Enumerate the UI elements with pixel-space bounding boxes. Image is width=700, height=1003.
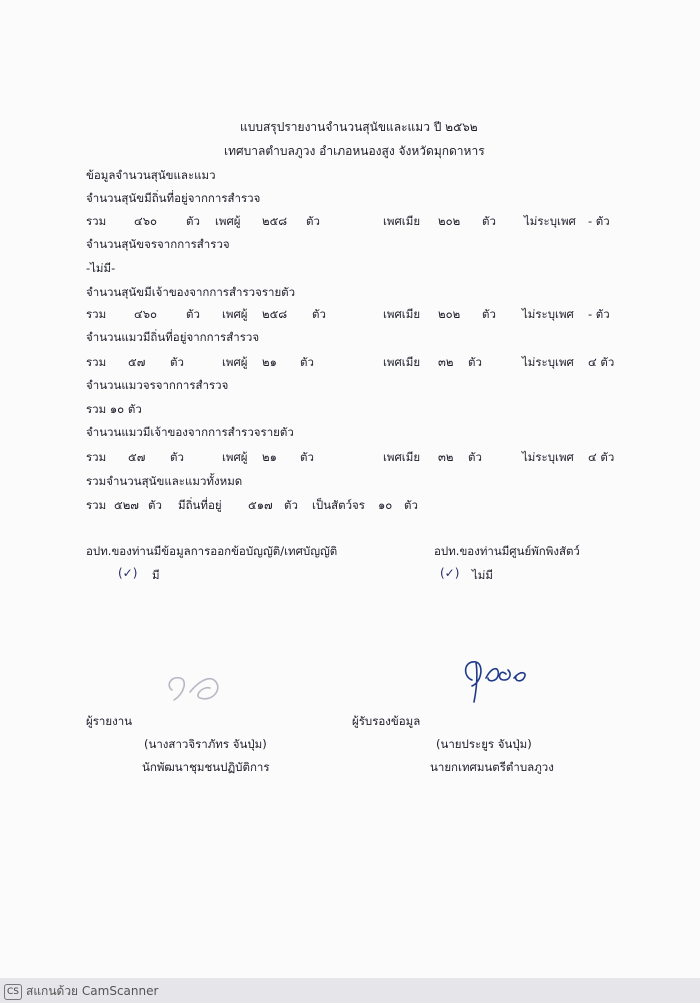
male-value: ๒๕๘ (262, 214, 288, 228)
female-label: เพศเมีย (383, 355, 421, 369)
ordinance-answer: มี (152, 568, 160, 582)
reporter-name: (นางสาวจิราภัทร จันปุ่ม) (144, 737, 267, 751)
certifier-position: นายกเทศมนตรีตำบลภูวง (430, 760, 554, 774)
total-label: รวม (86, 450, 107, 464)
unit-label: ตัว (482, 307, 496, 321)
male-label: เพศผู้ (215, 214, 241, 228)
unspecified-label: ไม่ระบุเพศ (522, 355, 574, 369)
unit-label: ตัว (482, 214, 496, 228)
unit-label: ตัว (468, 355, 482, 369)
total-value: ๔๖๐ (134, 307, 158, 321)
dog-resident-title: จำนวนสุนัขมีถิ่นที่อยู่จากการสำรวจ (86, 191, 261, 205)
unspecified-value: ๔ ตัว (588, 355, 615, 369)
stray-dog-value: -ไม่มี- (86, 261, 116, 275)
resident-label: มีถิ่นที่อยู่ (178, 498, 222, 512)
unit-label: ตัว (186, 307, 200, 321)
unspecified-label: ไม่ระบุเพศ (522, 450, 574, 464)
section-heading: ข้อมูลจำนวนสุนัขและแมว (86, 168, 216, 182)
female-label: เพศเมีย (383, 214, 421, 228)
male-label: เพศผู้ (222, 355, 248, 369)
certifier-label: ผู้รับรองข้อมูล (352, 714, 421, 728)
unspecified-value: - ตัว (588, 307, 610, 321)
total-label: รวม (86, 307, 107, 321)
reporter-signature (160, 668, 240, 710)
unit-label: ตัว (306, 214, 320, 228)
document-subtitle: เทศบาลตำบลภูวง อำเภอหนองสูง จังหวัดมุกดาหาร (224, 144, 485, 158)
unspecified-label: ไม่ระบุเพศ (522, 307, 574, 321)
unit-label: ตัว (468, 450, 482, 464)
total-label: รวม (86, 498, 107, 512)
unit-label: ตัว (170, 355, 184, 369)
stray-cat-value: รวม ๑๐ ตัว (86, 402, 142, 416)
unit-label: ตัว (148, 498, 162, 512)
stray-cat-title: จำนวนแมวจรจากการสำรวจ (86, 378, 229, 392)
unit-label: ตัว (300, 450, 314, 464)
summary-title: รวมจำนวนสุนัขและแมวทั้งหมด (86, 474, 243, 488)
unspecified-value: ๔ ตัว (588, 450, 615, 464)
male-value: ๒๑ (262, 355, 277, 369)
total-label: รวม (86, 214, 107, 228)
certifier-signature (454, 652, 544, 704)
male-label: เพศผู้ (222, 307, 248, 321)
unspecified-label: ไม่ระบุเพศ (524, 214, 576, 228)
male-value: ๒๕๘ (262, 307, 288, 321)
female-value: ๒๐๒ (438, 214, 461, 228)
total-label: รวม (86, 355, 107, 369)
unit-label: ตัว (404, 498, 418, 512)
resident-value: ๕๑๗ (248, 498, 273, 512)
male-value: ๒๑ (262, 450, 277, 464)
unspecified-value: - ตัว (588, 214, 610, 228)
shelter-checkbox: (✓) (440, 566, 460, 580)
certifier-name: (นายประยูร จันปุ่ม) (436, 737, 532, 751)
ordinance-checkbox: (✓) (118, 566, 138, 580)
female-label: เพศเมีย (383, 450, 421, 464)
total-value: ๕๒๗ (114, 498, 139, 512)
ordinance-question: อปท.ของท่านมีข้อมูลการออกข้อบัญญัติ/เทศบัญญัติ (86, 544, 338, 558)
reporter-position: นักพัฒนาชุมชนปฏิบัติการ (142, 760, 270, 774)
unit-label: ตัว (170, 450, 184, 464)
female-value: ๓๒ (438, 355, 454, 369)
shelter-answer: ไม่มี (472, 568, 493, 582)
unit-label: ตัว (312, 307, 326, 321)
stray-label: เป็นสัตว์จร (312, 498, 365, 512)
female-value: ๒๐๒ (438, 307, 461, 321)
total-value: ๔๖๐ (134, 214, 158, 228)
document-title: แบบสรุปรายงานจำนวนสุนัขและแมว ปี ๒๕๖๒ (240, 120, 478, 134)
stray-dog-title: จำนวนสุนัขจรจากการสำรวจ (86, 237, 230, 251)
female-label: เพศเมีย (383, 307, 421, 321)
stray-value: ๑๐ (378, 498, 393, 512)
unit-label: ตัว (186, 214, 200, 228)
scanner-footer-text: สแกนด้วย CamScanner (26, 984, 159, 998)
female-value: ๓๒ (438, 450, 454, 464)
total-value: ๕๗ (128, 355, 146, 369)
unit-label: ตัว (300, 355, 314, 369)
scanner-footer (0, 978, 700, 1003)
unit-label: ตัว (284, 498, 298, 512)
cat-resident-title: จำนวนแมวมีถิ่นที่อยู่จากการสำรวจ (86, 330, 260, 344)
dog-owned-title: จำนวนสุนัขมีเจ้าของจากการสำรวจรายตัว (86, 285, 296, 299)
cat-owned-title: จำนวนแมวมีเจ้าของจากการสำรวจรายตัว (86, 425, 294, 439)
male-label: เพศผู้ (222, 450, 248, 464)
shelter-question: อปท.ของท่านมีศูนย์พักพิงสัตว์ (434, 544, 580, 558)
total-value: ๕๗ (128, 450, 146, 464)
reporter-label: ผู้รายงาน (86, 714, 133, 728)
camscanner-logo: CS (4, 984, 22, 1000)
